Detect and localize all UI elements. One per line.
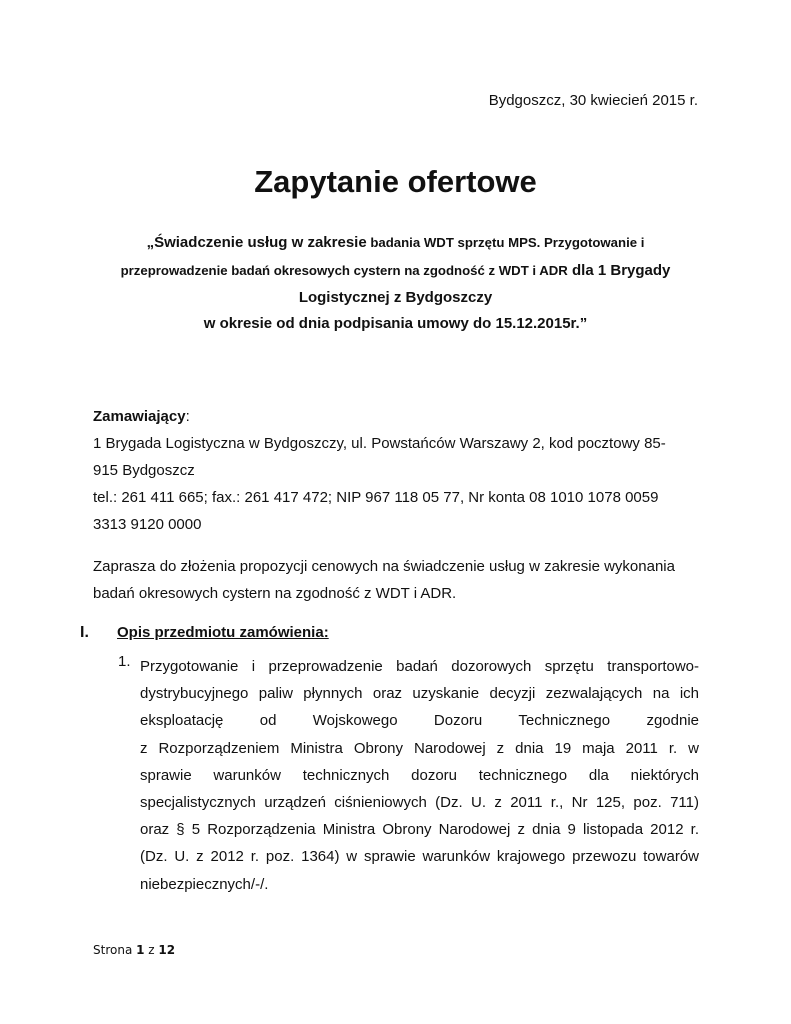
subject-line-2a: przeprowadzenie badań okresowych cystern na zgodność z WDT i ADR — [120, 263, 568, 278]
subject-line-4: w okresie od dnia podpisania umowy do 15.12.2015r.” — [203, 315, 588, 332]
document-title: Zapytanie ofertowe — [254, 164, 537, 199]
footer-prefix: Strona — [93, 943, 137, 957]
list-item-line: specjalistycznych urządzeń ciśnieniowych (Dz. U. z 2011 r., Nr 125, poz. 711) — [140, 793, 699, 811]
orderer-heading — [93, 403, 699, 430]
list-item-line: niebezpiecznych/-/. — [140, 875, 269, 893]
orderer-label: Zamawiający — [93, 408, 186, 425]
invitation-line: badań okresowych cystern na zgodność z WDT i ADR. — [93, 585, 457, 602]
list-item-line: Przygotowanie i przeprowadzenie badań dozorowych sprzętu transportowo- — [140, 658, 699, 675]
list-item-line: oraz § 5 Rozporządzenia Ministra Obrony Narodowej z dnia 9 listopada 2012 r. — [140, 821, 699, 839]
invitation-paragraph — [93, 553, 699, 607]
orderer-line: tel.: 261 411 665; fax.: 261 417 472; NIP 967 118 05 77, Nr konta 08 1010 1078 0059 — [93, 489, 659, 506]
subject-line-2 — [0, 262, 791, 280]
place-date: Bydgoszcz, 30 kwiecień 2015 r. — [488, 92, 698, 109]
orderer-line: 3313 9120 0000 — [93, 516, 202, 533]
footer-page-number: 1 — [136, 943, 145, 957]
list-item-line: (Dz. U. z 2012 r. poz. 1364) w sprawie warunków krajowego przewozu towarów — [140, 848, 699, 866]
subject-line-1a: „Świadczenie usług w zakresie — [146, 234, 367, 251]
list-item-text — [140, 653, 699, 898]
section-number: I. — [80, 624, 89, 641]
list-item-number: 1. — [118, 653, 131, 670]
footer-page-total: 12 — [158, 943, 176, 957]
subject-line-2b: dla 1 Brygady — [567, 262, 671, 279]
orderer-colon: : — [185, 408, 190, 425]
list-item-line: sprawie warunków technicznych dozoru technicznego dla niektórych — [140, 766, 699, 784]
orderer-line: 1 Brygada Logistyczna w Bydgoszczy, ul. Powstańców Warszawy 2, kod pocztowy 85- — [93, 435, 666, 452]
list-item-line: eksploatację od Wojskowego Dozoru Technicznego zgodnie — [140, 712, 699, 730]
list-item-line: z Rozporządzeniem Ministra Obrony Narodowej z dnia 19 maja 2011 r. w — [140, 739, 699, 757]
invitation-line: Zaprasza do złożenia propozycji cenowych na świadczenie usług w zakresie wykonania — [93, 558, 675, 575]
subject-line-1 — [0, 234, 791, 252]
subject-line-1b: badania WDT sprzętu MPS. Przygotowanie i — [366, 235, 645, 250]
subject-line-3: Logistycznej z Bydgoszczy — [298, 289, 493, 306]
footer-separator: z — [144, 943, 159, 957]
list-item-line: dystrybucyjnego paliw płynnych oraz uzyskanie decyzji zezwalających na ich — [140, 685, 699, 703]
section-title: Opis przedmiotu zamówienia: — [117, 624, 329, 641]
orderer-line: 915 Bydgoszcz — [93, 462, 195, 479]
orderer-details — [93, 430, 699, 538]
page-footer — [93, 943, 175, 957]
